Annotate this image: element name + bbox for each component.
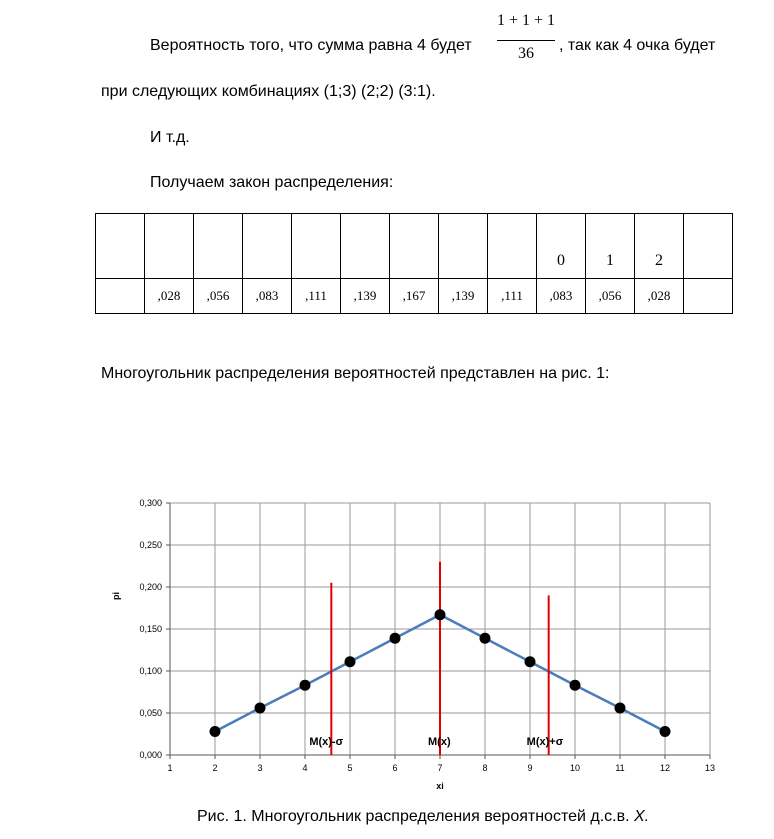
caption-variable: X. [634,808,650,825]
table-cell: 1 [586,214,635,279]
table-cell: 0 [537,214,586,279]
fraction-numerator: 1 + 1 + 1 [496,12,556,29]
table-cell: ,139 [341,279,390,314]
data-point [390,633,401,644]
table-cell: ,083 [537,279,586,314]
data-point [660,726,671,737]
data-point [210,726,221,737]
y-tick-label: 0,100 [139,666,162,676]
x-tick-label: 4 [302,763,308,773]
paragraph-etc: И т.д. [150,129,190,146]
paragraph-combinations: при следующих комбинациях (1;3) (2;2) (3:1). [101,83,436,100]
data-point [435,609,446,620]
fraction-bar [497,40,555,41]
data-point [255,702,266,713]
y-tick-label: 0,050 [139,708,162,718]
caption-text: Рис. 1. Многоугольник распределения вероятностей д.с.в. [197,808,634,825]
table-cell: ,083 [243,279,292,314]
x-tick-label: 8 [482,763,488,773]
x-tick-label: 6 [392,763,398,773]
table-cell: ,111 [488,279,537,314]
x-tick-label: 5 [347,763,353,773]
x-tick-label: 11 [615,763,625,773]
table-cell [488,214,537,279]
table-cell [145,214,194,279]
x-tick-label: 13 [704,763,716,773]
table-cell: ,139 [439,279,488,314]
table-cell [341,214,390,279]
table-cell: ,028 [145,279,194,314]
x-tick-label: 12 [659,763,671,773]
paragraph-law-intro: Получаем закон распределения: [150,174,394,191]
table-cell [390,214,439,279]
x-tick-label: 9 [527,763,533,773]
paragraph-polygon-intro: Многоугольник распределения вероятностей представлен на рис. 1: [101,365,610,382]
y-axis-label: pi [111,592,121,600]
data-point [480,633,491,644]
table-cell [292,214,341,279]
data-point [615,702,626,713]
data-point [300,680,311,691]
table-cell [96,214,145,279]
table-cell [684,214,733,279]
table-row-values [96,214,733,279]
table-cell: ,167 [390,279,439,314]
x-axis-label: xi [436,781,444,791]
x-tick-label: 2 [212,763,218,773]
table-cell [194,214,243,279]
x-tick-label: 3 [257,763,263,773]
x-tick-label: 1 [167,763,173,773]
paragraph-text-after-fraction: , так как 4 очка будет [559,37,716,54]
y-tick-label: 0,150 [139,624,162,634]
table-cell: ,056 [194,279,243,314]
data-point [345,656,356,667]
vertical-line-label: M(x)-σ [309,736,344,748]
table-cell: ,111 [292,279,341,314]
distribution-polygon-chart [100,490,740,800]
table-cell: 2 [635,214,684,279]
y-tick-label: 0,000 [139,750,162,760]
y-tick-label: 0,200 [139,582,162,592]
paragraph-text-before-fraction: Вероятность того, что сумма равна 4 будет [150,37,472,54]
distribution-table [95,213,733,314]
table-cell [243,214,292,279]
y-tick-label: 0,250 [139,540,162,550]
paragraph-probability-sum-4 [150,37,472,55]
vertical-line-label: M(x) [428,736,451,748]
y-tick-label: 0,300 [139,498,162,508]
data-point [570,680,581,691]
table-cell [96,279,145,314]
fraction-three-over-36 [495,12,557,72]
table-cell: ,056 [586,279,635,314]
table-cell [439,214,488,279]
figure-caption [197,808,649,826]
vertical-line-label: M(x)+σ [526,736,564,748]
table-cell: ,028 [635,279,684,314]
table-cell [684,279,733,314]
x-tick-label: 10 [569,763,581,773]
x-tick-label: 7 [437,763,443,773]
table-row-probabilities [96,279,733,314]
data-point [525,656,536,667]
fraction-denominator: 36 [518,45,534,62]
